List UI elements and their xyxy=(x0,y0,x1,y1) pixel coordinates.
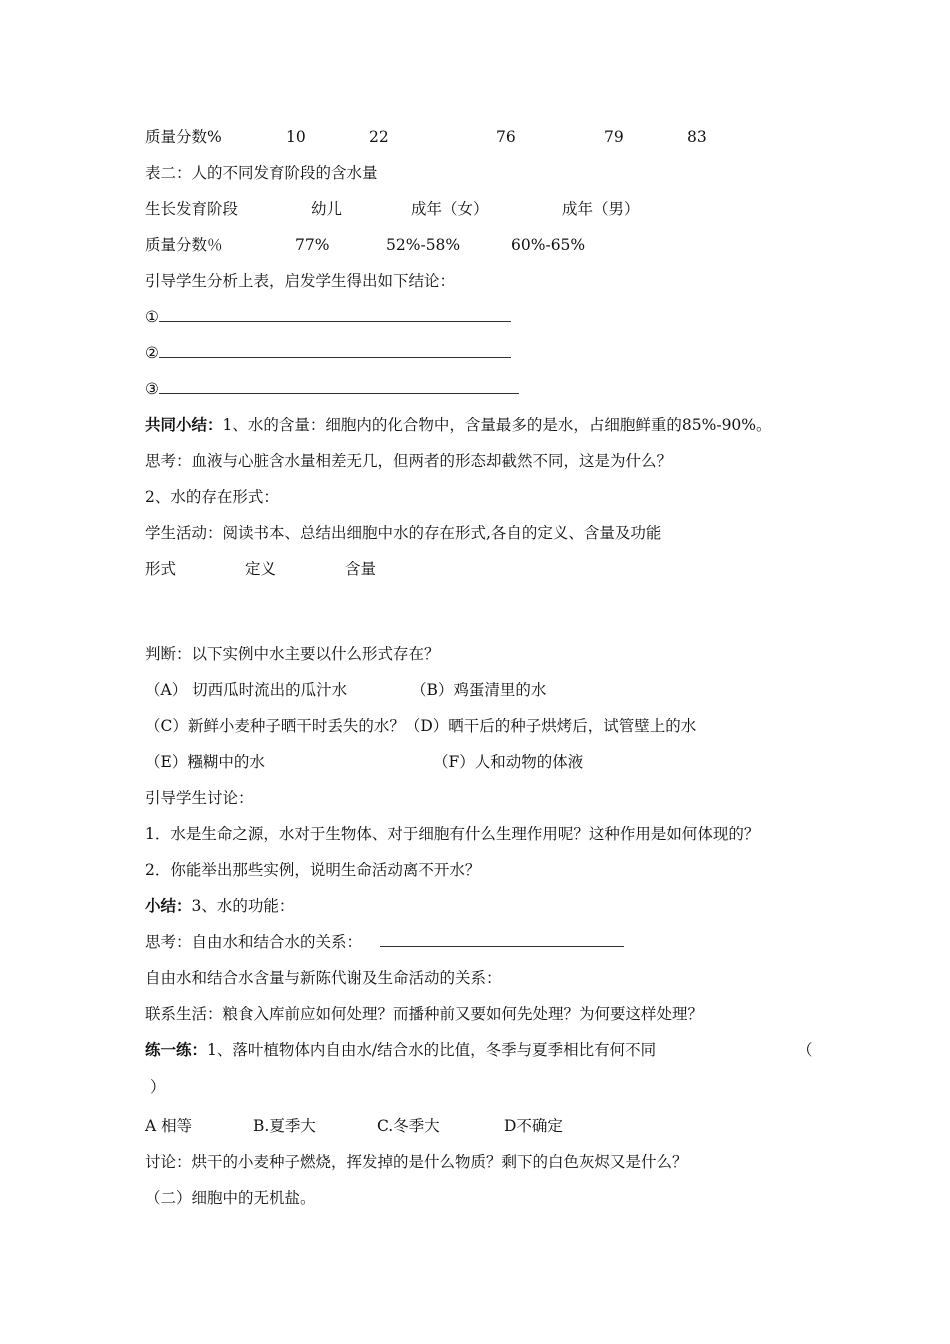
think-1: 思考：血液与心脏含水量相差无几，但两者的形态却截然不同，这是为什么？ xyxy=(145,452,673,470)
judge-question: 判断：以下实例中水主要以什么形式存在？ xyxy=(145,645,440,663)
summary-line: 共同小结：1、水的含量：细胞内的化合物中，含量最多的是水，占细胞鲜重的85%-90%。 xyxy=(145,415,772,434)
section-heading: （二）细胞中的无机盐。 xyxy=(145,1189,316,1207)
choice-b: B.夏季大 xyxy=(253,1117,316,1135)
answer-blank xyxy=(159,343,511,358)
header-cell: 定义 xyxy=(245,560,277,578)
discuss-line: 讨论：烘干的小麦种子燃烧，挥发掉的是什么物质？剩下的白色灰烬又是什么？ xyxy=(145,1153,688,1171)
guide-discuss: 引导学生讨论： xyxy=(145,789,254,807)
conclusion-3: ③ xyxy=(145,379,519,399)
option-e: （E）糨糊中的水 xyxy=(145,753,265,771)
guide-text: 引导学生分析上表，启发学生得出如下结论： xyxy=(145,272,456,290)
option-a: （A） 切西瓜时流出的瓜汁水 xyxy=(145,681,348,699)
life-line: 联系生活：粮食入库前应如何处理？而播种前又要如何先处理？为何要这样处理？ xyxy=(145,1005,704,1023)
answer-paren-close: ） xyxy=(150,1078,166,1096)
conclusion-1: ① xyxy=(145,307,511,327)
row-label: 质量分数％ xyxy=(145,236,223,254)
water-form-heading: 2、水的存在形式： xyxy=(145,488,279,506)
answer-paren-open: （ xyxy=(797,1041,813,1059)
cell: 76 xyxy=(496,128,516,146)
cell: 79 xyxy=(604,128,624,146)
question-2: 2．你能举出那些实例，说明生命活动离不开水？ xyxy=(145,861,481,879)
option-row-cd: （C）新鲜小麦种子晒干时丢失的水？（D）晒干后的种子烘烤后，试管壁上的水 xyxy=(145,717,697,735)
student-activity: 学生活动：阅读书本、总结出细胞中水的存在形式,各自的定义、含量及功能 xyxy=(145,524,662,542)
cell: 22 xyxy=(369,128,389,146)
header-cell: 形式 xyxy=(145,560,177,578)
answer-blank xyxy=(159,307,511,322)
answer-blank xyxy=(380,932,624,947)
row-label: 质量分数% xyxy=(145,128,222,146)
summary-2: 小结：3、水的功能： xyxy=(145,896,295,915)
think-2: 思考：自由水和结合水的关系： xyxy=(145,932,624,952)
cell: 幼儿 xyxy=(311,200,343,218)
table2-title: 表二：人的不同发育阶段的含水量 xyxy=(145,164,378,182)
header-cell: 含量 xyxy=(345,560,377,578)
relation-line: 自由水和结合水含量与新陈代谢及生命活动的关系： xyxy=(145,969,502,987)
cell: 成年（男） xyxy=(562,200,640,218)
cell: 52%-58% xyxy=(386,236,461,254)
answer-blank xyxy=(159,379,519,394)
cell: 77% xyxy=(295,236,330,254)
choice-c: C.冬季大 xyxy=(377,1117,440,1135)
cell: 60%-65% xyxy=(511,236,586,254)
practice-line: 练一练：1、落叶植物体内自由水/结合水的比值，冬季与夏季相比有何不同 xyxy=(145,1040,657,1059)
option-f: （F）人和动物的体液 xyxy=(433,753,584,771)
conclusion-2: ② xyxy=(145,343,511,363)
option-b: （B）鸡蛋清里的水 xyxy=(411,681,547,699)
choice-d: D不确定 xyxy=(504,1117,563,1135)
cell: 成年（女） xyxy=(411,200,489,218)
cell: 83 xyxy=(687,128,707,146)
question-1: 1．水是生命之源，水对于生物体、对于细胞有什么生理作用呢？这种作用是如何体现的？ xyxy=(145,825,760,843)
cell: 10 xyxy=(286,128,306,146)
choice-a: A 相等 xyxy=(145,1117,193,1135)
row-label: 生长发育阶段 xyxy=(145,200,239,218)
